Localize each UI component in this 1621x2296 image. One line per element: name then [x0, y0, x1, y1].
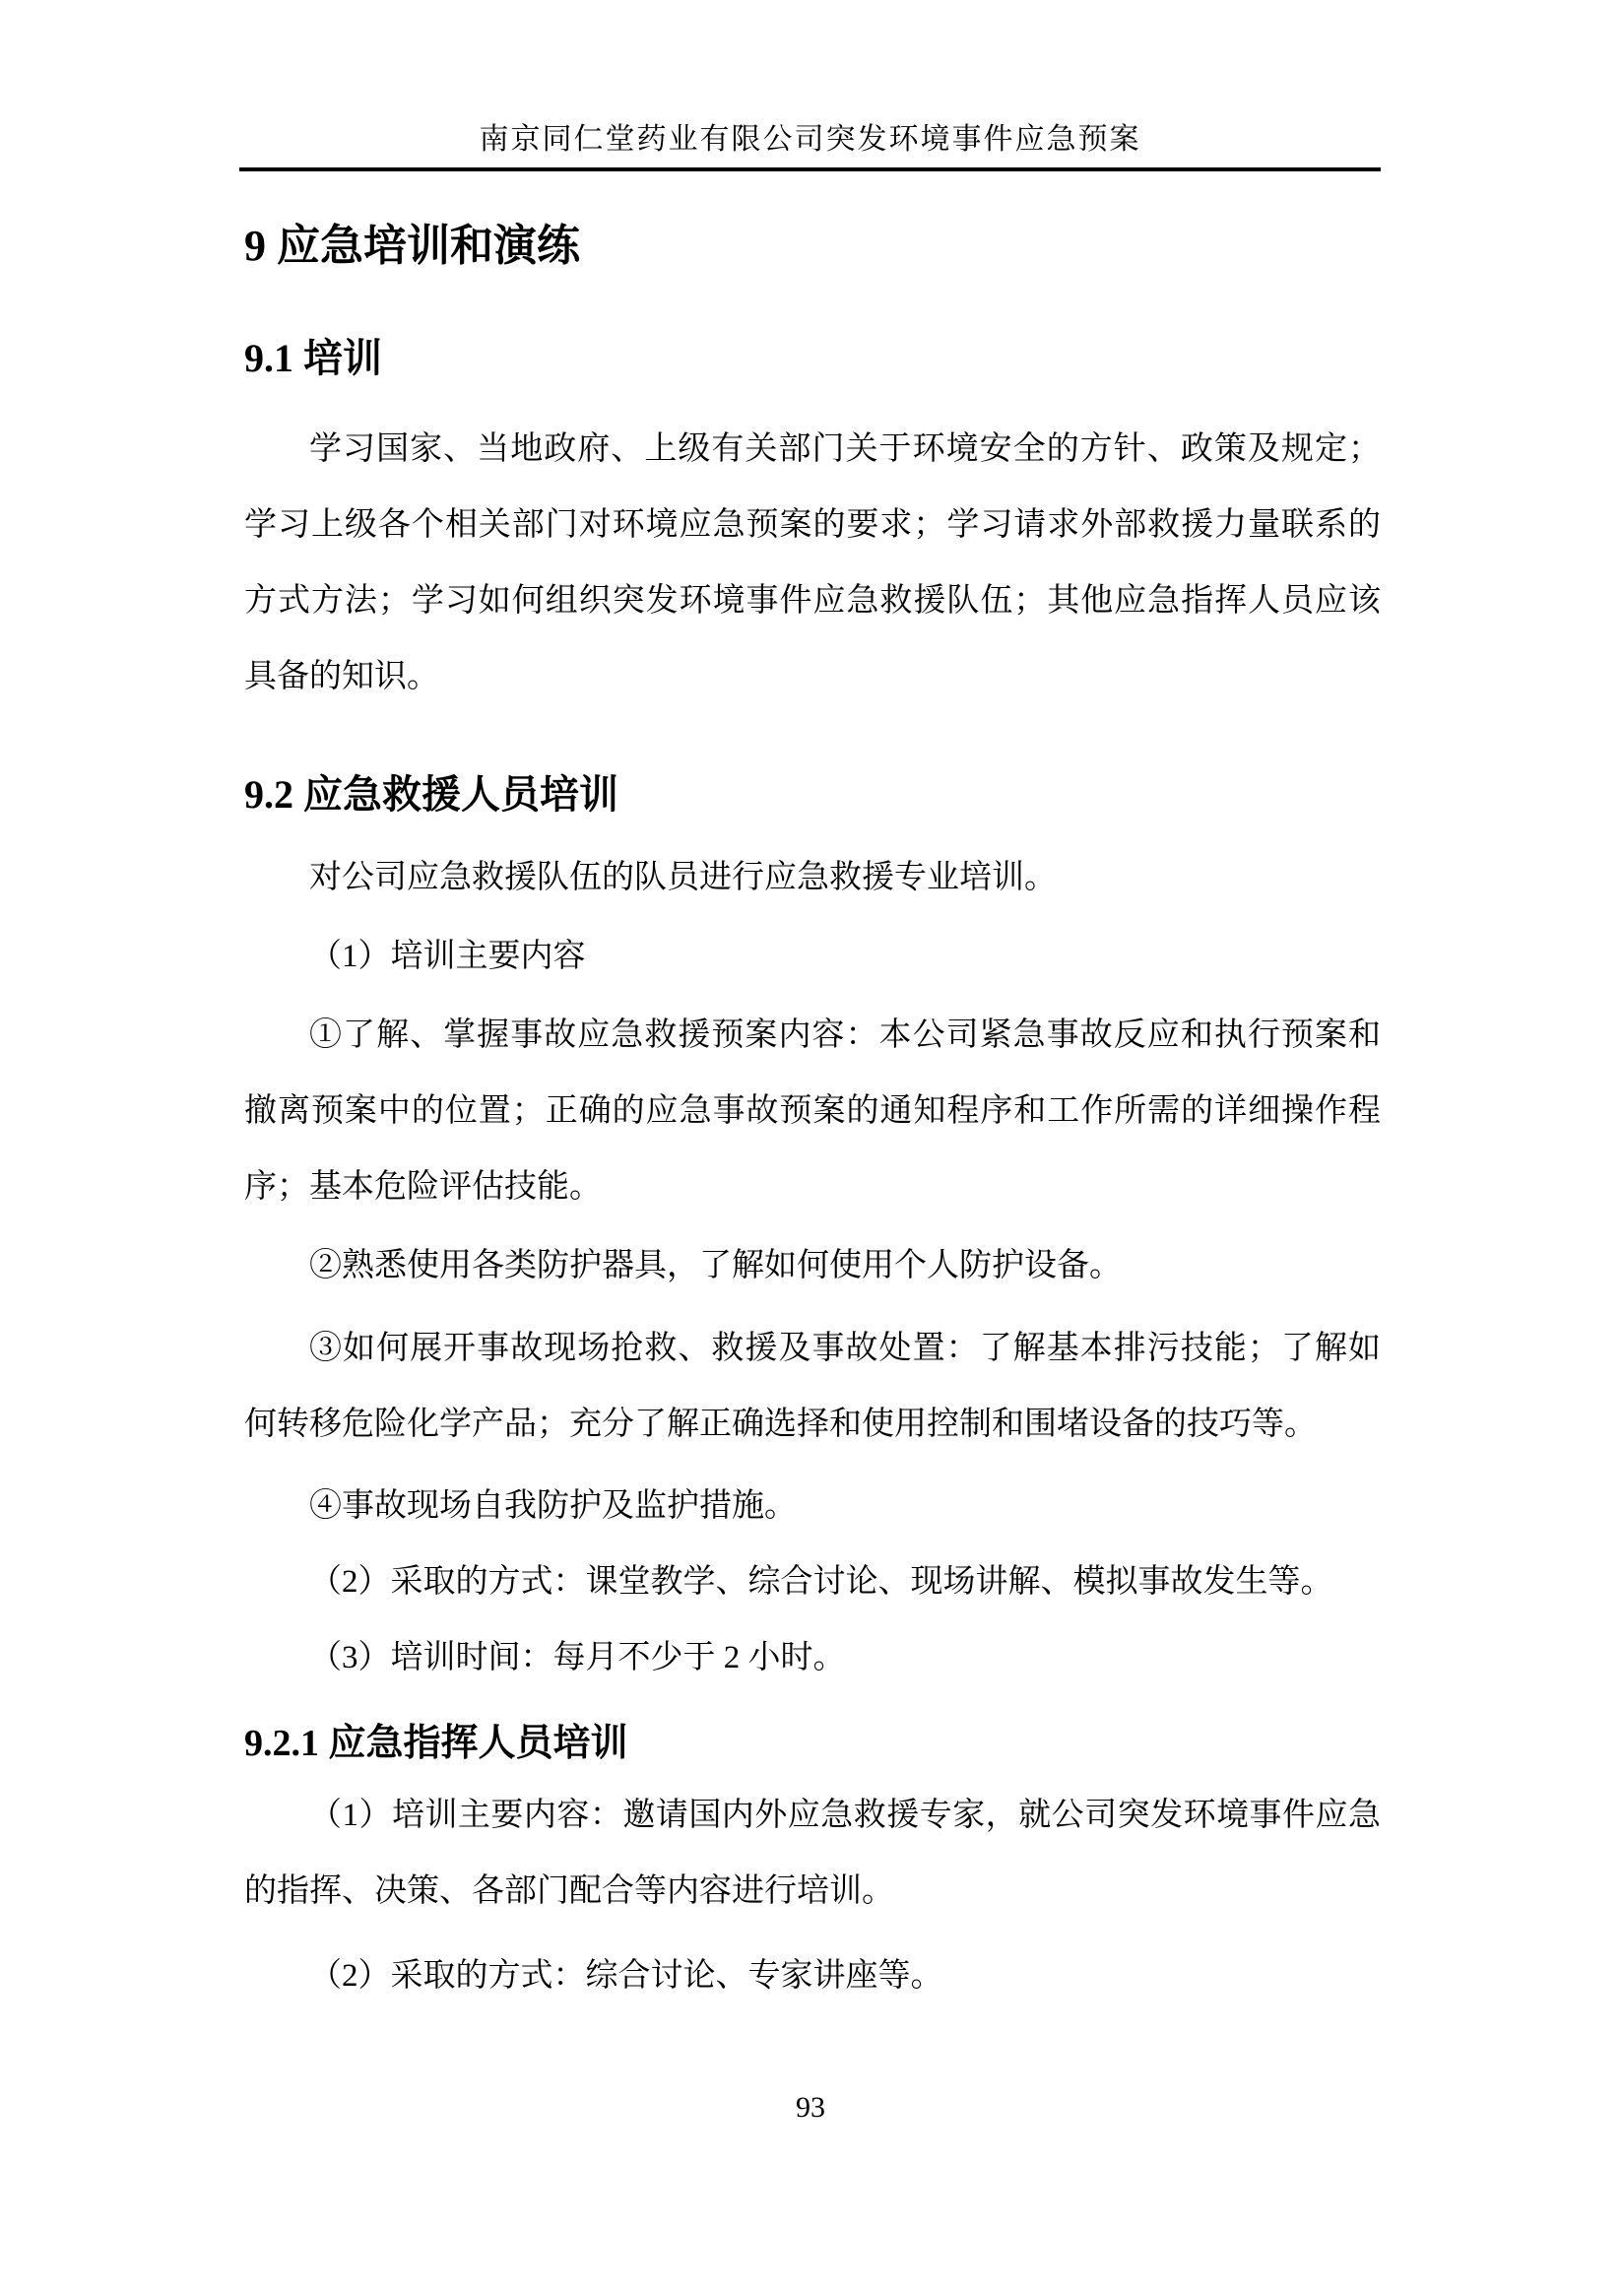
page-number: 93: [796, 2091, 825, 2124]
paragraph-command-training-content: （1）培训主要内容：邀请国内外应急救援专家，就公司突发环境事件应急的指挥、决策、各部门配合等内容进行培训。: [244, 1798, 1381, 1909]
paragraph-item-1-training-content: （1）培训主要内容: [309, 939, 586, 974]
header-title: 南京同仁堂药业有限公司突发环境事件应急预案: [479, 123, 1141, 156]
page-header: [239, 0, 1381, 171]
paragraph-circled-2: ②熟悉使用各类防护器具，了解如何使用个人防护设备。: [309, 1248, 1122, 1283]
document-body: [244, 202, 1381, 2014]
chapter-heading: 9 应急培训和演练: [244, 222, 580, 270]
paragraph-circled-3: ③如何展开事故现场抢救、救援及事故处置：了解基本排污技能；了解如何转移危险化学产品；充分了解正确选择和使用控制和围堵设备的技巧等。: [244, 1331, 1381, 1442]
section-heading-9-2-1: 9.2.1 应急指挥人员培训: [244, 1723, 628, 1764]
section-heading-9-1: 9.1 培训: [244, 336, 382, 380]
header-rule-divider: [239, 167, 1381, 171]
paragraph-item-2-methods: （2）采取的方式：课堂教学、综合讨论、现场讲解、模拟事故发生等。: [309, 1564, 1333, 1600]
page-footer: [0, 2090, 1621, 2126]
paragraph-circled-1: ①了解、掌握事故应急救援预案内容：本公司紧急事故反应和执行预案和撤离预案中的位置；正确的应急事故预案的通知程序和工作所需的详细操作程序；基本危险评估技能。: [244, 1017, 1381, 1205]
paragraph-rescue-team-training: 对公司应急救援队伍的队员进行应急救援专业培训。: [309, 860, 1057, 895]
paragraph-item-3-schedule: （3）培训时间：每月不少于 2 小时。: [309, 1640, 846, 1675]
section-heading-9-2: 9.2 应急救援人员培训: [244, 772, 618, 817]
paragraph-training-overview: 学习国家、当地政府、上级有关部门关于环境安全的方针、政策及规定；学习上级各个相关部门对环境应急预案的要求；学习请求外部救援力量联系的方式方法；学习如何组织突发环境事件应急救援队伍；其他应急指挥人员应该具备的知识。: [244, 431, 1381, 694]
paragraph-circled-4: ④事故现场自我防护及监护措施。: [309, 1488, 797, 1524]
paragraph-command-training-methods: （2）采取的方式：综合讨论、专家讲座等。: [309, 1958, 943, 1994]
